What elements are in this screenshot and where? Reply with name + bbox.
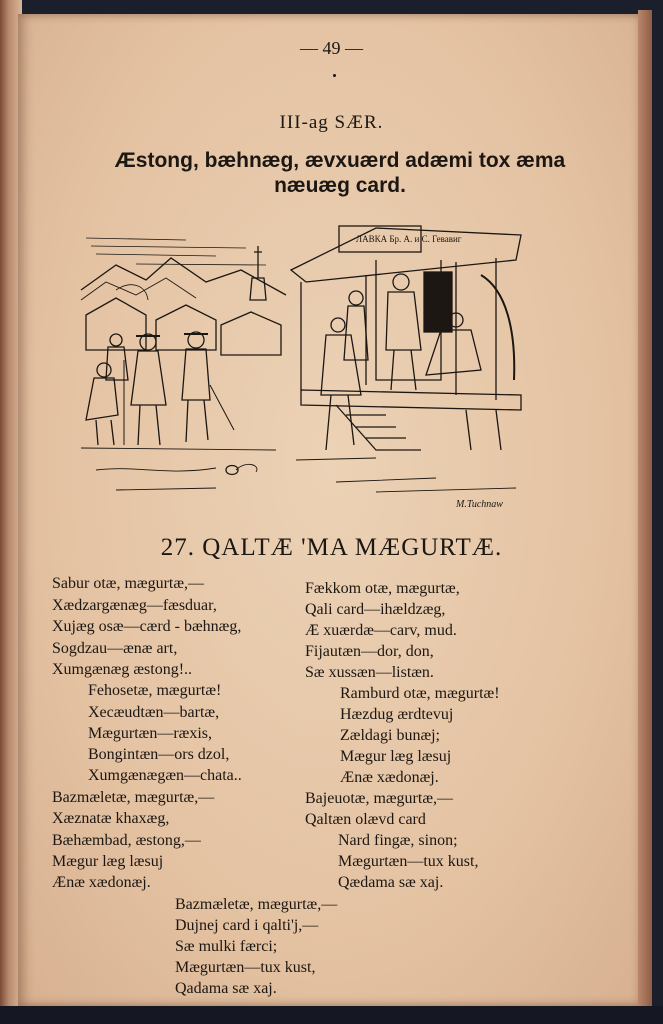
- poem-line: Xædzargænæg—fæsduar,: [52, 597, 217, 614]
- poem-line: Fehosetæ, mægurtæ!: [88, 682, 222, 699]
- village-shop-illustration: [76, 220, 532, 516]
- page-headline: Æstong, bæhnæg, ævxuærd adæmi tox æma næuæg card.: [114, 149, 566, 197]
- poem-line: Xujæg osæ—cærd - bæhnæg,: [52, 618, 242, 635]
- poem-line: Sæ xussæn—listæn.: [305, 664, 434, 681]
- lesson-heading: III-ag SÆR.: [279, 112, 384, 133]
- poem-line: Bongintæn—ors dzol,: [88, 746, 230, 763]
- poem-line: Qadama sæ xaj.: [175, 980, 277, 997]
- poem-line: Bæhæmbad, æstong,—: [52, 832, 201, 849]
- poem-line: Mægurtæn—tux kust,: [175, 959, 316, 976]
- poem-line: Xumgænæg æstong!..: [52, 661, 193, 678]
- poem-line: Bajeuotæ, mægurtæ,—: [305, 790, 453, 807]
- poem-line: Ramburd otæ, mægurtæ!: [340, 685, 500, 702]
- poem-line: Hæzdug ærdtevuj: [340, 706, 454, 723]
- poem-line: Sæ mulki færci;: [175, 938, 278, 955]
- poem-line: Fijautæn—dor, don,: [305, 643, 434, 660]
- poem-line: Fækkom otæ, mægurtæ,: [305, 580, 460, 597]
- page-edge: [638, 10, 652, 1010]
- poem-line: Mægurtæn—ræxis,: [88, 725, 213, 742]
- ornament-dot: [333, 74, 336, 77]
- shop-sign-text: ЛАВКА Бр. А. и С. Гевавиг: [356, 234, 462, 244]
- poem-line: Qaltæn olævd card: [305, 811, 426, 828]
- poem-line: Zældagi bunæj;: [340, 727, 440, 744]
- poem-line: Sabur otæ, mægurtæ,—: [52, 575, 205, 592]
- poem-line: Mægur læg læsuj: [52, 853, 164, 870]
- poem-title: 27. QALTÆ 'MA MÆGURTÆ.: [160, 534, 503, 561]
- artist-signature: M.Tuchnaw: [456, 499, 503, 510]
- poem-line: Bazmæletæ, mægurtæ,—: [175, 896, 338, 913]
- poem-line: Mægur læg læsuj: [340, 748, 452, 765]
- poem-line: Bazmæletæ, mægurtæ,—: [52, 789, 215, 806]
- poem-line: Dujnej card i qalti'j,—: [175, 917, 319, 934]
- poem-line: Xæznatæ khaxæg,: [52, 810, 170, 827]
- poem-line: Sogdzau—ænæ art,: [52, 640, 178, 657]
- poem-line: Mægurtæn—tux kust,: [338, 853, 479, 870]
- poem-line: Æ xuærdæ—carv, mud.: [305, 622, 457, 639]
- poem-line: Xumgænægæn—chata..: [88, 767, 242, 784]
- poem-line: Ænæ xædonæj.: [52, 874, 151, 891]
- poem-line: Qædama sæ xaj.: [338, 874, 444, 891]
- page-number: — 49 —: [300, 38, 363, 58]
- poem-line: Nard fingæ, sinon;: [338, 832, 458, 849]
- poem-line: Ænæ xædonæj.: [340, 769, 439, 786]
- poem-line: Xecæudtæn—bartæ,: [88, 704, 220, 721]
- poem-line: Qali card—ihældzæg,: [305, 601, 446, 618]
- bottom-background: [0, 1006, 663, 1024]
